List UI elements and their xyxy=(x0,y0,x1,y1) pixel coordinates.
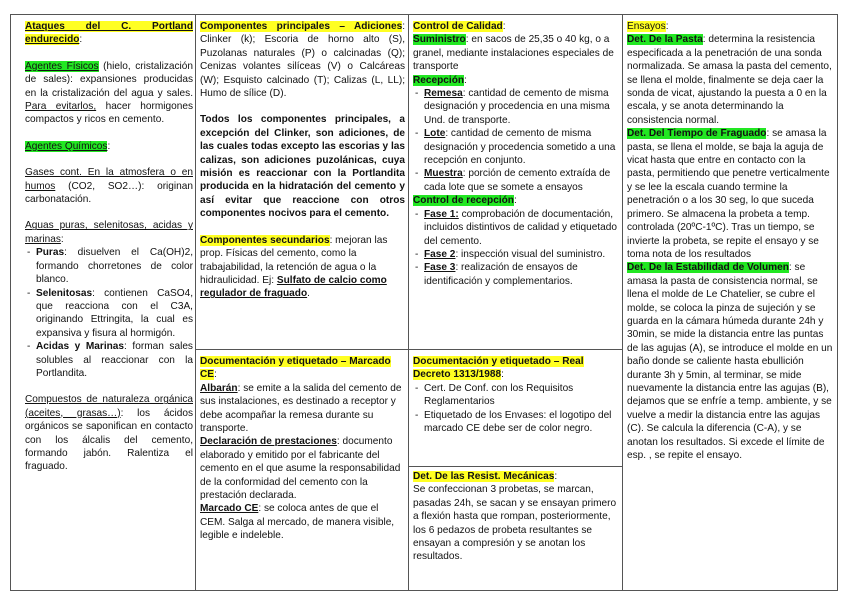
albaran: Albarán: se emite a la salida del cemento de sus instalaciones, es destinado a receptor y debe acompañar la remesa durante su transporte. xyxy=(200,382,402,435)
gases-contaminantes: Gases cont. En la atmosfera o en humos (CO2, SO2…): originan carbonatación. xyxy=(25,167,193,206)
column-divider-3 xyxy=(622,15,623,590)
control-calidad-cell xyxy=(413,20,619,288)
componentes-principales: Componentes principales – Adiciones: Clinker (k); Escoria de horno alto (S), Puzolanas naturales (P) o calcinadas (Q); Cenizas volantes silíceas (V) o Calcáreas (W); Esquisto calcinado (T); Calizas (L, LL); Humo de sílice (D). xyxy=(200,21,405,100)
list-item: - Fase 3: realización de ensayos de identificación y complementarios. xyxy=(413,261,619,288)
documentacion-ce-cell xyxy=(200,355,405,543)
ataques-title: Ataques del C. Portland endurecido: xyxy=(25,21,193,46)
ensayos-cell xyxy=(627,20,835,462)
list-item: - Remesa: cantidad de cemento de misma designación y procedencia en una misma Und. de transporte. xyxy=(413,87,619,127)
table-grid xyxy=(10,14,838,591)
recepcion-heading: Recepción: xyxy=(413,74,467,86)
border-left xyxy=(10,15,11,590)
list-item: - Fase 1: comprobación de documentación, incluidos distintivos de calidad y etiquetado del cemento. xyxy=(413,208,619,248)
ensayos-title: Ensayos: xyxy=(627,21,669,32)
real-decreto-list xyxy=(413,382,619,436)
suministro: Suministro: en sacos de 25,35 o 40 kg, o a granel, mediante instalaciones especiales de transporte xyxy=(413,34,614,73)
list-item: - Acidas y Marinas: forman sales solubles al reaccionar con la Portlandita. xyxy=(25,340,193,380)
agentes-quimicos: Agentes Químicos: xyxy=(25,140,111,152)
det-pasta: Det. De la Pasta: determina la resistencia especificada a la penetración de una sonda normalizada. Se amasa la pasta del cemento, se llena el molde, finalmente se deja caer la sonda de vicat, ajustando la puesta a 0 en la escala, y se anota determinando la consistencia normal. xyxy=(627,34,832,126)
agentes-fisicos: Agentes Físicos (hielo, cristalización de sales): expansiones producidas en la cristalización del agua y sales. Para evitarlos, hacer hormigones compactos y ricos en cemento. xyxy=(25,60,193,126)
real-decreto-title: Documentación y etiquetado – Real Decreto 1313/1988: xyxy=(413,356,584,381)
resistencias-text: Se confeccionan 3 probetas, se marcan, pasadas 24h, se sacan y se ensayan primero a flexión hasta que rompan, posteriormente, los 6 pedazos de probeta resultantes se ensayan a compresión y se anotan los resultados. xyxy=(413,484,617,563)
list-item: - Selenitosas: contienen CaSO4, que reacciona con el C3A, originando Ettringita, la cual es expansiva y fisura al hormigón. xyxy=(25,287,193,341)
list-item: - Puras: disuelven el Ca(OH)2, formando chorretones de color blanco. xyxy=(25,246,193,286)
componentes-nota: Todos los componentes principales, a excepción del Clinker, son adiciones, de las cuales todas excepto las escorias y las calizas, son adiciones puzolánicas, cuya misión es reaccionar con la Portlandita producida en la hidratación del cemento y así evitar que reaccione con otros componentes nocivos para el cemento. xyxy=(200,114,405,220)
column-divider-1 xyxy=(195,15,196,590)
recepcion-list xyxy=(413,87,619,194)
border-right xyxy=(837,15,838,590)
marcado-ce: Marcado CE: se coloca antes de que el CEM. Salga al mercado, de manera visible, legible e indeleble. xyxy=(200,503,395,542)
det-fraguado: Det. Del Tiempo de Fraguado: se amasa la pasta, se llena el molde, se baja la aguja de vicat hasta que entre en contacto con la pasta, permitiendo que penetre verticalmente y se lee la escala cuando termine la penetración o a los 30 seg, lo que suceda primero. Se almacena la probeta a temp. controlada (20ºC-1ºC). Tras un tiempo, se invierte la probeta, se repite el ensayo y se toma nota de los resultados xyxy=(627,128,830,260)
list-item: - Muestra: porción de cemento extraída de cada lote que se somete a ensayos xyxy=(413,167,619,194)
ataques-cell xyxy=(25,20,193,474)
column-divider-2 xyxy=(408,15,409,590)
resistencias-cell xyxy=(413,470,619,564)
control-calidad-title: Control de Calidad: xyxy=(413,21,506,32)
row-divider-col2 xyxy=(195,349,408,350)
list-item: - Fase 2: inspección visual del suministro. xyxy=(413,248,619,261)
list-item: - Cert. De Conf. con los Requisitos Reglamentarios xyxy=(413,382,619,409)
documentacion-ce-title: Documentación y etiquetado – Marcado CE: xyxy=(200,356,391,381)
list-item: - Etiquetado de los Envases: el logotipo del marcado CE debe ser de color negro. xyxy=(413,409,619,436)
row-divider-col3-b xyxy=(408,466,622,467)
resistencias-title: Det. De las Resist. Mecánicas: xyxy=(413,471,558,482)
list-item: - Lote: cantidad de cemento de misma designación y procedencia sometido a una recepción en conjunto. xyxy=(413,127,619,167)
componentes-cell xyxy=(200,20,405,301)
componentes-secundarios: Componentes secundarios: mejoran las prop. Físicas del cemento, como la trabajabilidad, la retención de agua o la hidraulicidad. Ej: Sulfato de calcio como regulador de fraguado. xyxy=(200,234,388,300)
det-volumen: Det. De la Estabilidad de Volumen: se amasa la pasta de consistencia normal, se llena el molde de Le Chatelier, se cubre el molde, se coloca la pinza de sujeción y se guarda en la cámara húmeda durante 24h y 30min, se mide la distancia entre las puntas de las agujas (A), se introduce el molde en un baño donde se caliente hasta ebullición durante 3h y 5min, al terminar, se mide nuevamente la distancia entre las agujas (B), dejamos que se enfríe a temp. ambiente, y se vuelve a medir la distancia entre las agujas (C). Se calcula la diferencia (C-A), y se anotan los resultados. Si excede el límite de esp. , se repite el ensayo. xyxy=(627,262,833,461)
control-recepcion-heading: Control de recepción: xyxy=(413,195,517,207)
compuestos-organicos: Compuestos de naturaleza orgánica (aceites, grasas…): los ácidos orgánicos se saponifican en contacto con los álcalis del cemento, formando jabón. Ralentiza el fraguado. xyxy=(25,394,193,473)
aguas-list xyxy=(25,246,193,380)
row-divider-col3-a xyxy=(408,349,622,350)
fases-list xyxy=(413,208,619,288)
aguas-heading: Aguas puras, selenitosas, acidas y marinas: xyxy=(25,220,193,245)
declaracion-prestaciones: Declaración de prestaciones: documento elaborado y emitido por el fabricante del cemento en el que asume la responsabilidad de la conformidad del cemento con la prestación declarada. xyxy=(200,436,401,502)
real-decreto-cell xyxy=(413,355,619,435)
